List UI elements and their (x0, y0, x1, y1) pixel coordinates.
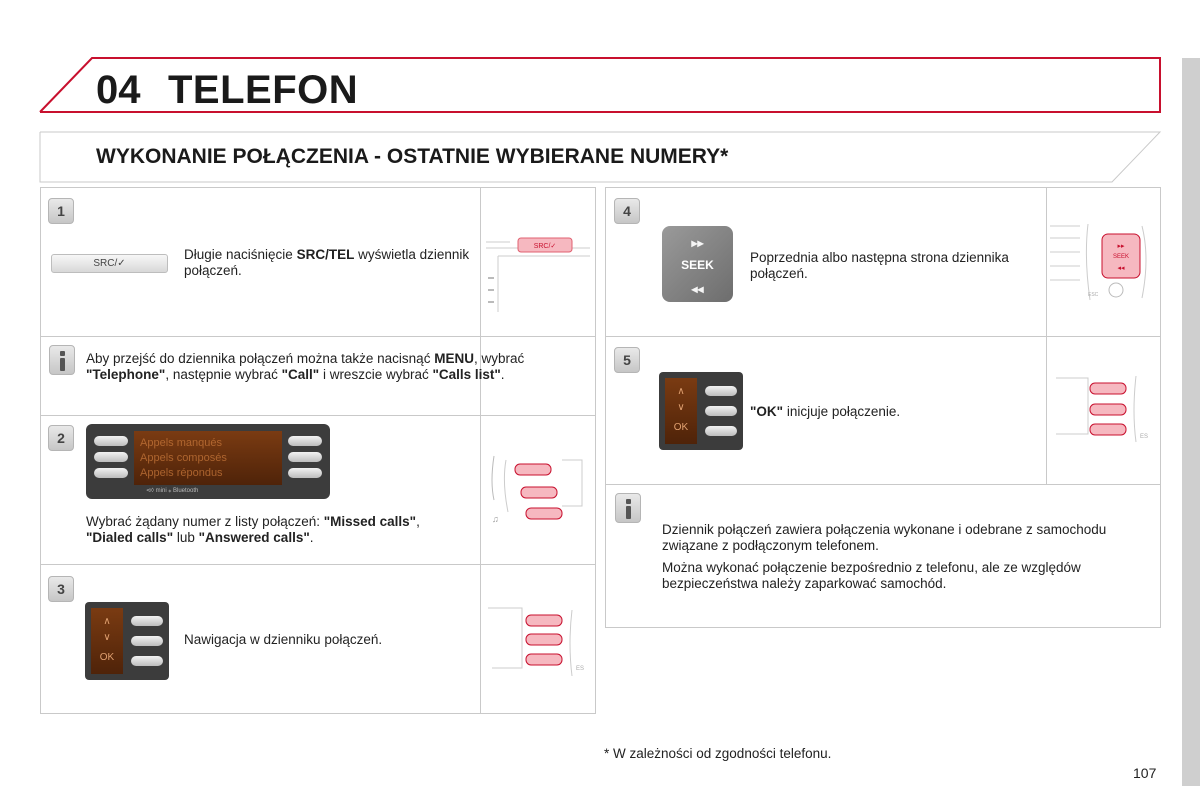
radio-sketch-1 (484, 232, 592, 312)
step-4-badge: 4 (614, 198, 640, 224)
seek-label: SEEK (681, 258, 714, 272)
footnote: * W zależności od zgodności telefonu. (604, 746, 832, 761)
step-4-text: Poprzednia albo następna strona dziennika połączeń. (750, 250, 1009, 281)
svg-text:▸▸: ▸▸ (1117, 243, 1125, 250)
row-divider (40, 336, 596, 337)
src-tel-button[interactable]: SRC/✓ (51, 254, 168, 273)
ok-panel (659, 372, 743, 450)
svg-text:ES: ES (1140, 434, 1149, 440)
step-5-badge: 5 (614, 347, 640, 373)
display-button[interactable] (288, 452, 322, 462)
ok-label: OK (99, 652, 115, 663)
nav-button[interactable] (131, 616, 163, 626)
nav-screen: ∧ ∨ OK (91, 608, 123, 674)
page-number: 107 (1133, 765, 1157, 781)
info-icon (615, 493, 641, 523)
display-footer: ⊲◊ mini ⁎ Bluetooth (146, 488, 199, 494)
display-button[interactable] (94, 468, 128, 478)
row-divider (40, 415, 596, 416)
nav-button[interactable] (705, 426, 737, 436)
svg-text:ESC: ESC (1088, 292, 1099, 298)
svg-text:◂◂: ◂◂ (1117, 265, 1125, 272)
info-2-para-1: Dziennik połączeń zawiera połączenia wykonane i odebrane z samochodu związane z podłączonym telefonem. (662, 522, 1107, 553)
step-3-badge: 3 (48, 576, 74, 602)
steering-sketch-4 (1048, 218, 1158, 304)
display-button[interactable] (288, 468, 322, 478)
ok-label: OK (673, 422, 689, 433)
step-1-text: Długie naciśnięcie SRC/TEL wyświetla dziennik połączeń. (184, 247, 470, 278)
radio-sketch-5 (1052, 372, 1158, 444)
step-1-badge: 1 (48, 198, 74, 224)
svg-text:SEEK: SEEK (1112, 254, 1130, 260)
nav-button[interactable] (131, 656, 163, 666)
nav-button[interactable] (705, 386, 737, 396)
info-1-text: Aby przejść do dziennika połączeń można także nacisnąć MENU, wybrać "Telephone", następnie wybrać "Call" i wreszcie wybrać "Calls list". (86, 351, 525, 382)
display-line: Appels répondus (140, 467, 223, 479)
step-3-text: Nawigacja w dzienniku połączeń. (184, 632, 383, 647)
nav-panel (85, 602, 169, 680)
nav-button[interactable] (131, 636, 163, 646)
radio-sketch-3 (484, 604, 592, 684)
ok-screen: ∧ ∨ OK (665, 378, 697, 444)
display-line: Appels composés (140, 452, 227, 464)
display-line: Appels manqués (140, 437, 222, 449)
info-icon (49, 345, 75, 375)
radio-sketch-2 (484, 452, 592, 532)
seek-down-icon: ◂◂ (691, 282, 704, 296)
display-button[interactable] (94, 452, 128, 462)
info-2-para-2: Można wykonać połączenie bezpośrednio z telefonu, ale ze względów bezpieczeństwa należy zaparkować samochód. (662, 560, 1081, 591)
left-divider (480, 187, 481, 714)
row-divider (605, 484, 1161, 485)
seek-button[interactable] (662, 226, 733, 302)
chapter-number: 04 (96, 68, 141, 112)
section-title: WYKONANIE POŁĄCZENIA - OSTATNIE WYBIERANE NUMERY* (96, 145, 729, 168)
display-button[interactable] (94, 436, 128, 446)
step-5-text: "OK" inicjuje połączenie. (750, 404, 901, 419)
row-divider (40, 564, 596, 565)
ok-button[interactable] (705, 406, 737, 416)
radio-display (86, 424, 330, 499)
svg-text:♫: ♫ (492, 514, 499, 524)
display-screen (134, 431, 282, 485)
seek-up-icon: ▸▸ (691, 236, 704, 250)
row-divider (605, 336, 1161, 337)
svg-text:ES: ES (576, 666, 585, 672)
step-2-badge: 2 (48, 425, 74, 451)
display-button[interactable] (288, 436, 322, 446)
step-2-text: Wybrać żądany numer z listy połączeń: "Missed calls", "Dialed calls" lub "Answered calls". (86, 514, 420, 545)
sidebar-tab (1182, 58, 1200, 786)
svg-text:SRC/✓: SRC/✓ (533, 243, 557, 250)
chapter-title: TELEFON (168, 68, 359, 112)
